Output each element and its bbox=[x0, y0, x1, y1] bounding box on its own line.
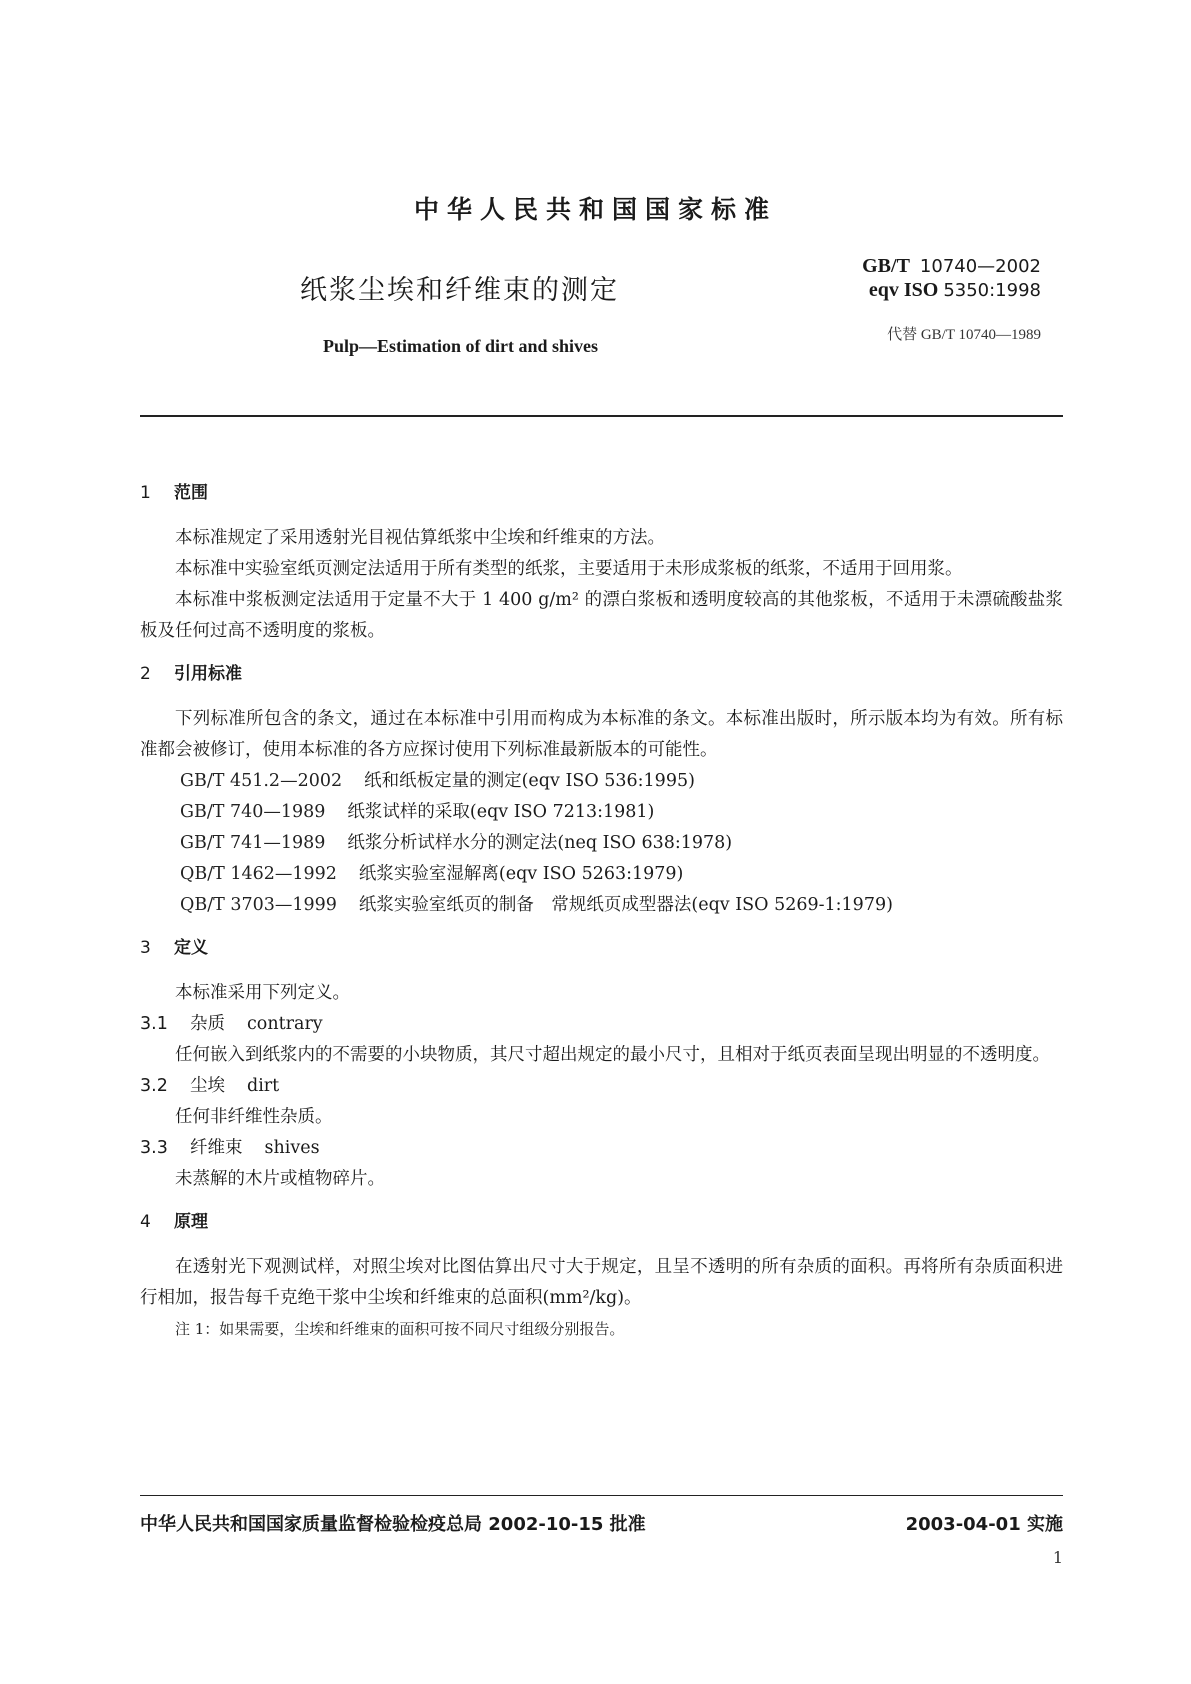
definition-number: 3.2 bbox=[140, 1076, 168, 1096]
equivalent-iso-code bbox=[862, 279, 1041, 303]
issuing-authority: 中华人民共和国国家质量监督检验检疫总局 2002-10-15 批准 bbox=[140, 1514, 646, 1535]
footer-divider bbox=[140, 1495, 1063, 1496]
reference-code: GB/T 740—1989 bbox=[180, 802, 326, 822]
replaces-standard: 代替 GB/T 10740—1989 bbox=[887, 327, 1041, 343]
section-title: 定义 bbox=[174, 938, 208, 958]
section-number: 4 bbox=[140, 1212, 151, 1232]
section-normative-references bbox=[140, 659, 1063, 921]
definition-text: 任何嵌入到纸浆内的不需要的小块物质，其尺寸超出规定的最小尺寸，且相对于纸页表面呈现出明显的不透明度。 bbox=[175, 1045, 1050, 1065]
definition-number: 3.1 bbox=[140, 1014, 168, 1034]
reference-item bbox=[180, 890, 1063, 921]
section-number: 2 bbox=[140, 664, 151, 684]
eqv-prefix: eqv ISO bbox=[868, 279, 939, 301]
section-number: 3 bbox=[140, 938, 151, 958]
reference-title: 纸浆实验室湿解离(eqv ISO 5263:1979) bbox=[358, 864, 684, 884]
definition-term-en: dirt bbox=[247, 1076, 280, 1096]
reference-title: 纸浆试样的采取(eqv ISO 7213:1981) bbox=[347, 802, 655, 822]
definition-text: 未蒸解的木片或植物碎片。 bbox=[175, 1169, 385, 1189]
reference-item bbox=[180, 859, 1063, 890]
definition-term-cn: 杂质 bbox=[190, 1014, 225, 1034]
section-heading bbox=[140, 933, 1063, 964]
standard-code-prefix: GB/T bbox=[862, 255, 910, 277]
reference-code: QB/T 3703—1999 bbox=[180, 895, 337, 915]
document-title-english: Pulp—Estimation of dirt and shives bbox=[323, 336, 599, 356]
definition-term-cn: 纤维束 bbox=[190, 1138, 243, 1158]
reference-code: GB/T 741—1989 bbox=[180, 833, 326, 853]
reference-title: 纸和纸板定量的测定(eqv ISO 536:1995) bbox=[364, 771, 695, 791]
paragraph: 本标准规定了采用透射光目视估算纸浆中尘埃和纤维束的方法。 bbox=[175, 528, 665, 548]
section-title: 原理 bbox=[174, 1212, 208, 1232]
paragraph: 本标准中浆板测定法适用于定量不大于 1 400 g/m² 的漂白浆板和透明度较高的其他浆板，不适用于未漂硫酸盐浆板及任何过高不透明度的浆板。 bbox=[140, 590, 1063, 641]
section-definitions bbox=[140, 933, 1063, 1195]
paragraph: 下列标准所包含的条文，通过在本标准中引用而构成为本标准的条文。本标准出版时，所示版本均为有效。所有标准都会被修订，使用本标准的各方应探讨使用下列标准最新版本的可能性。 bbox=[140, 709, 1063, 760]
section-title: 范围 bbox=[174, 483, 208, 503]
reference-item bbox=[180, 797, 1063, 828]
section-number: 1 bbox=[140, 483, 151, 503]
reference-code: QB/T 1462—1992 bbox=[180, 864, 337, 884]
section-principle bbox=[140, 1207, 1063, 1345]
standard-code-number: 10740—2002 bbox=[919, 256, 1041, 277]
paragraph: 在透射光下观测试样，对照尘埃对比图估算出尺寸大于规定，且呈不透明的所有杂质的面积。再将所有杂质面积进行相加，报告每千克绝干浆中尘埃和纤维束的总面积(mm²/kg)。 bbox=[140, 1257, 1063, 1308]
standard-code-block bbox=[862, 255, 1041, 344]
section-heading bbox=[140, 1207, 1063, 1238]
eqv-number: 5350:1998 bbox=[943, 280, 1041, 301]
section-heading bbox=[140, 478, 1063, 509]
document-title-chinese: 纸浆尘埃和纤维束的测定 bbox=[300, 275, 619, 306]
definition-term bbox=[140, 1071, 1063, 1102]
definition-text: 任何非纤维性杂质。 bbox=[175, 1107, 333, 1127]
page-number: 1 bbox=[1052, 1548, 1063, 1567]
definition-term bbox=[140, 1009, 1063, 1040]
document-body bbox=[140, 478, 1063, 1357]
standard-code bbox=[862, 255, 1041, 279]
section-scope bbox=[140, 478, 1063, 647]
definition-number: 3.3 bbox=[140, 1138, 168, 1158]
definition-term bbox=[140, 1133, 1063, 1164]
definition-term-en: shives bbox=[264, 1138, 320, 1158]
header-divider bbox=[140, 415, 1063, 417]
reference-item bbox=[180, 766, 1063, 797]
section-heading bbox=[140, 659, 1063, 690]
definition-term-cn: 尘埃 bbox=[190, 1076, 225, 1096]
reference-code: GB/T 451.2—2002 bbox=[180, 771, 343, 791]
reference-item bbox=[180, 828, 1063, 859]
note: 注 1：如果需要，尘埃和纤维束的面积可按不同尺寸组级分别报告。 bbox=[175, 1320, 625, 1338]
national-standard-heading: 中华人民共和国国家标准 bbox=[413, 195, 777, 224]
definition-term-en: contrary bbox=[247, 1014, 323, 1034]
effective-date: 2003-04-01 实施 bbox=[905, 1514, 1063, 1535]
section-title: 引用标准 bbox=[174, 664, 242, 684]
paragraph: 本标准采用下列定义。 bbox=[175, 983, 350, 1003]
reference-title: 纸浆分析试样水分的测定法(neq ISO 638:1978) bbox=[347, 833, 733, 853]
reference-title: 纸浆实验室纸页的制备 常规纸页成型器法(eqv ISO 5269-1:1979) bbox=[358, 895, 893, 915]
paragraph: 本标准中实验室纸页测定法适用于所有类型的纸浆，主要适用于未形成浆板的纸浆，不适用于回用浆。 bbox=[175, 559, 963, 579]
